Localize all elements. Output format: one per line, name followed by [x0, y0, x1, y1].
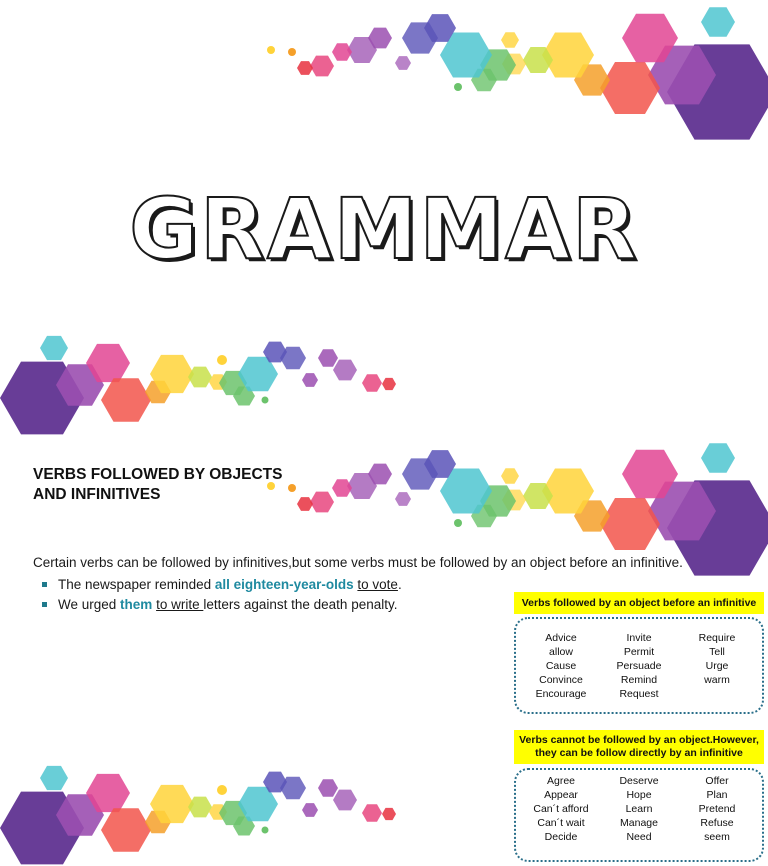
- hexagon-shape: [382, 378, 396, 390]
- dot-shape: [262, 397, 269, 404]
- hexagon-shape: [332, 43, 352, 60]
- verb-item: Urge: [705, 660, 729, 672]
- hexagon-shape: [362, 804, 382, 821]
- hexagon-shape: [302, 373, 318, 387]
- hexagon-shape: [40, 766, 68, 790]
- verb-item: allow: [549, 646, 573, 658]
- hexagon-shape: [297, 497, 313, 511]
- example-list: [40, 575, 402, 615]
- verbs-without-object-box: [514, 768, 764, 862]
- verb-column: [600, 631, 677, 712]
- example-text: The newspaper reminded: [58, 577, 215, 592]
- hexagon-shape: [40, 336, 68, 360]
- hexagon-decoration-top: [0, 0, 768, 160]
- verb-item: Manage: [620, 817, 658, 829]
- hexagon-shape: [188, 367, 212, 388]
- verb-item: Pretend: [698, 803, 736, 815]
- verbs-with-object-box: [514, 617, 764, 714]
- hexagon-shape: [600, 498, 660, 550]
- dot-shape: [454, 519, 462, 527]
- dot-shape: [267, 46, 275, 54]
- verb-item: Tell: [709, 646, 725, 658]
- dot-shape: [288, 484, 296, 492]
- hexagon-shape: [501, 32, 519, 48]
- verb-item: Plan: [706, 789, 728, 801]
- hexagon-shape: [101, 378, 151, 421]
- example-infinitive: to write: [156, 597, 204, 612]
- box2-title-line: they can be follow directly by an infinitive: [535, 747, 743, 759]
- example-object: all eighteen-year-olds: [214, 577, 354, 592]
- verb-item: Appear: [544, 789, 578, 801]
- hexagon-shape: [318, 779, 338, 796]
- hexagon-shape: [382, 808, 396, 820]
- hexagon-shape: [701, 443, 735, 472]
- box1-title: Verbs followed by an object before an infinitive: [514, 592, 764, 614]
- verb-item: Require: [698, 632, 736, 644]
- verb-item: Persuade: [616, 660, 662, 672]
- hexagon-decoration-bottom-left: [0, 760, 420, 866]
- box2-title-line: Verbs cannot be followed by an object.However,: [519, 734, 759, 746]
- verb-item: Offer: [705, 775, 729, 787]
- verb-column: [678, 774, 755, 860]
- dot-shape: [288, 48, 296, 56]
- hexagon-shape: [332, 479, 352, 496]
- hexagon-shape: [395, 492, 411, 506]
- example-text: letters against the death penalty.: [203, 597, 398, 612]
- verb-item: Encourage: [535, 688, 587, 700]
- example-text: We urged: [58, 597, 121, 612]
- hexagon-shape: [318, 349, 338, 366]
- hexagon-shape: [501, 468, 519, 484]
- verb-item: Remind: [620, 674, 658, 686]
- verb-column: [678, 631, 755, 712]
- verb-item: warm: [704, 674, 730, 686]
- hexagon-decoration-left: [0, 330, 420, 440]
- dot-shape: [262, 827, 269, 834]
- verb-item: Request: [619, 688, 659, 700]
- verb-column: [600, 774, 677, 860]
- verb-item: Convince: [539, 674, 583, 686]
- verb-item: Advice: [545, 632, 577, 644]
- hexagon-shape: [333, 790, 357, 811]
- hexagon-shape: [188, 797, 212, 818]
- verb-item: Decide: [544, 831, 578, 843]
- verb-item: Permit: [623, 646, 655, 658]
- hexagon-shape: [101, 808, 151, 851]
- hexagon-shape: [395, 56, 411, 70]
- section-heading: VERBS FOLLOWED BY OBJECTS AND INFINITIVES: [33, 466, 283, 503]
- verb-item: Learn: [625, 803, 653, 815]
- hexagon-shape: [333, 360, 357, 381]
- dot-shape: [217, 355, 227, 365]
- example-infinitive: to vote: [357, 577, 398, 592]
- verb-item: Refuse: [700, 817, 734, 829]
- verb-item: Need: [626, 831, 652, 843]
- example-object: them: [120, 597, 153, 612]
- verb-column: [522, 774, 599, 860]
- hexagon-shape: [297, 61, 313, 75]
- verb-item: Hope: [626, 789, 652, 801]
- verb-item: Invite: [626, 632, 652, 644]
- hexagon-shape: [310, 492, 334, 513]
- page-title: GRAMMAR: [129, 180, 639, 278]
- verb-item: Can´t wait: [537, 817, 585, 829]
- example-text: .: [397, 577, 402, 592]
- hexagon-shape: [302, 803, 318, 817]
- verb-item: Cause: [545, 660, 577, 672]
- dot-shape: [217, 785, 227, 795]
- example-item: [40, 595, 402, 615]
- verb-column: [522, 631, 599, 712]
- verb-item: Deserve: [619, 775, 659, 787]
- verb-item: Agree: [546, 775, 576, 787]
- hexagon-shape: [310, 56, 334, 77]
- intro-text: Certain verbs can be followed by infinitives,but some verbs must be followed by an object before an infinitive.: [33, 555, 683, 570]
- hexagon-shape: [600, 62, 660, 114]
- hexagon-shape: [701, 7, 735, 36]
- verb-item: Can´t afford: [533, 803, 589, 815]
- hexagon-shape: [362, 374, 382, 391]
- example-item: [40, 575, 402, 595]
- box2-title: [514, 730, 764, 764]
- verb-item: seem: [704, 831, 730, 843]
- dot-shape: [454, 83, 462, 91]
